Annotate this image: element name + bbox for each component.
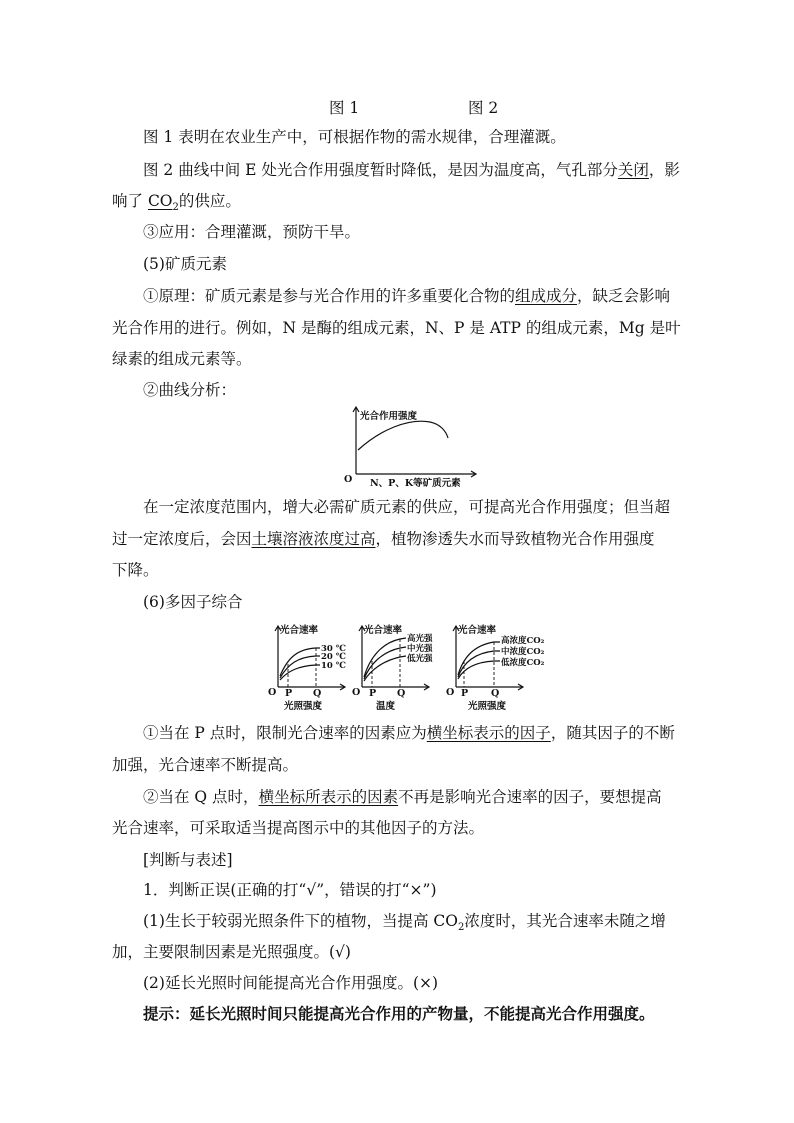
series-20c: 20 ℃ — [321, 652, 346, 662]
mineral-chart — [340, 404, 480, 490]
figure1-explanation: 图 1 表明在农业生产中，可根据作物的需水规律，合理灌溉。 — [143, 128, 566, 146]
judge-heading: [判断与表述] — [143, 851, 233, 869]
series-high-light: 高光强 — [407, 634, 433, 644]
origin-label: O — [344, 474, 353, 485]
curve-30c — [280, 648, 320, 676]
principle-line2: 光合作用的进行。例如，N 是酶的组成元素，N、P 是 ATP 的组成元素，Mg 是叶 — [112, 319, 681, 337]
series-low-light: 低光强 — [407, 654, 433, 664]
chart-light-co2 — [446, 624, 545, 712]
curve-10c — [280, 665, 320, 680]
series-10c: 10 ℃ — [321, 661, 346, 671]
underlined-term: 组成成分 — [515, 287, 578, 305]
section-mineral-heading: (5)矿质元素 — [143, 255, 227, 273]
chart2-origin: O — [352, 687, 361, 698]
underlined-term: 关闭 — [617, 161, 649, 179]
mineral-text-line2: 过一定浓度后，会因土壤溶液浓度过高，植物渗透失水而导致植物光合作用强度 — [112, 530, 655, 548]
chart2-title: 光合速率 — [364, 625, 403, 636]
chart3-tick-p: P — [461, 688, 469, 699]
photosynthesis-curve — [358, 421, 448, 450]
chart1-title: 光合速率 — [280, 625, 319, 636]
underlined-term: 土壤溶液浓度过高 — [251, 530, 376, 548]
chart1-x-label: 光照强度 — [284, 701, 323, 712]
statement2: (2)延长光照时间能提高光合作用强度。(×) — [143, 974, 439, 992]
point-q-line1: ②当在 Q 点时，横坐标所表示的因素不再是影响光合速率的因子，要想提高 — [143, 788, 662, 806]
series-high-co2: 高浓度CO₂ — [501, 636, 545, 646]
chart-light-temperature — [268, 624, 346, 712]
chart-temperature-light — [352, 624, 433, 712]
multifactor-charts — [266, 621, 566, 713]
statement1-line2: 加，主要限制因素是光照强度。(√) — [112, 943, 351, 961]
figure2-explanation-line1: 图 2 曲线中间 E 处光合作用强度暂时降低，是因为温度高，气孔部分关闭，影 — [143, 161, 680, 179]
hint: 提示：延长光照时间只能提高光合作用的产物量，不能提高光合作用强度。 — [143, 1004, 655, 1023]
chart2-x-label: 温度 — [376, 701, 396, 712]
principle-line1: ①原理：矿质元素是参与光合作用的许多重要化合物的组成成分，缺乏会影响 — [143, 287, 671, 305]
application-item: ③应用：合理灌溉，预防干旱。 — [143, 223, 361, 241]
principle-line3: 绿素的组成元素等。 — [112, 350, 252, 368]
mineral-text-line1: 在一定浓度范围内，增大必需矿质元素的供应，可提高光合作用强度；但当超 — [143, 498, 671, 516]
underlined-term: 横坐标表示的因子 — [426, 724, 551, 742]
chart3-tick-q: Q — [491, 688, 500, 699]
series-mid-co2: 中浓度CO₂ — [501, 647, 545, 657]
point-q-line2: 光合速率，可采取适当提高图示中的其他因子的方法。 — [112, 819, 485, 837]
y-axis-label: 光合作用强度 — [360, 411, 418, 422]
chart2-tick-q: Q — [397, 688, 406, 699]
chart1-tick-p: P — [285, 688, 293, 699]
x-axis-label: N、P、K等矿质元素 — [370, 478, 461, 489]
series-low-co2: 低浓度CO₂ — [501, 658, 545, 668]
point-p-line1: ①当在 P 点时，限制光合速率的因素应为横坐标表示的因子，随其因子的不断 — [143, 724, 675, 742]
series-mid-light: 中光强 — [407, 644, 433, 654]
chart1-origin: O — [268, 687, 277, 698]
figure2-caption: 图 2 — [468, 99, 499, 117]
figure2-explanation-line2: 响了 $CO_2$的供应。 — [112, 192, 241, 214]
statement1-line1: (1)生长于较弱光照条件下的植物，当提高 $CO_2$浓度时，其光合速率未随之增 — [143, 912, 666, 934]
chart3-title: 光合速率 — [458, 625, 497, 636]
chart2-tick-p: P — [369, 688, 377, 699]
figure1-caption: 图 1 — [329, 99, 360, 117]
series-30c: 30 ℃ — [321, 644, 346, 654]
chart1-tick-q: Q — [313, 688, 322, 699]
judge-question: 1．判断正误(正确的打“√”，错误的打“×”) — [143, 881, 437, 899]
co2-term: $CO_2$ — [147, 192, 179, 214]
chart3-x-label: 光照强度 — [468, 701, 507, 712]
underlined-term: 横坐标所表示的因素 — [258, 788, 399, 806]
chart3-origin: O — [446, 687, 455, 698]
point-p-line2: 加强，光合速率不断提高。 — [112, 756, 299, 774]
curve-analysis-label: ②曲线分析： — [143, 381, 237, 399]
section-multifactor-heading: (6)多因子综合 — [143, 593, 243, 611]
mineral-text-line3: 下降。 — [112, 561, 159, 579]
